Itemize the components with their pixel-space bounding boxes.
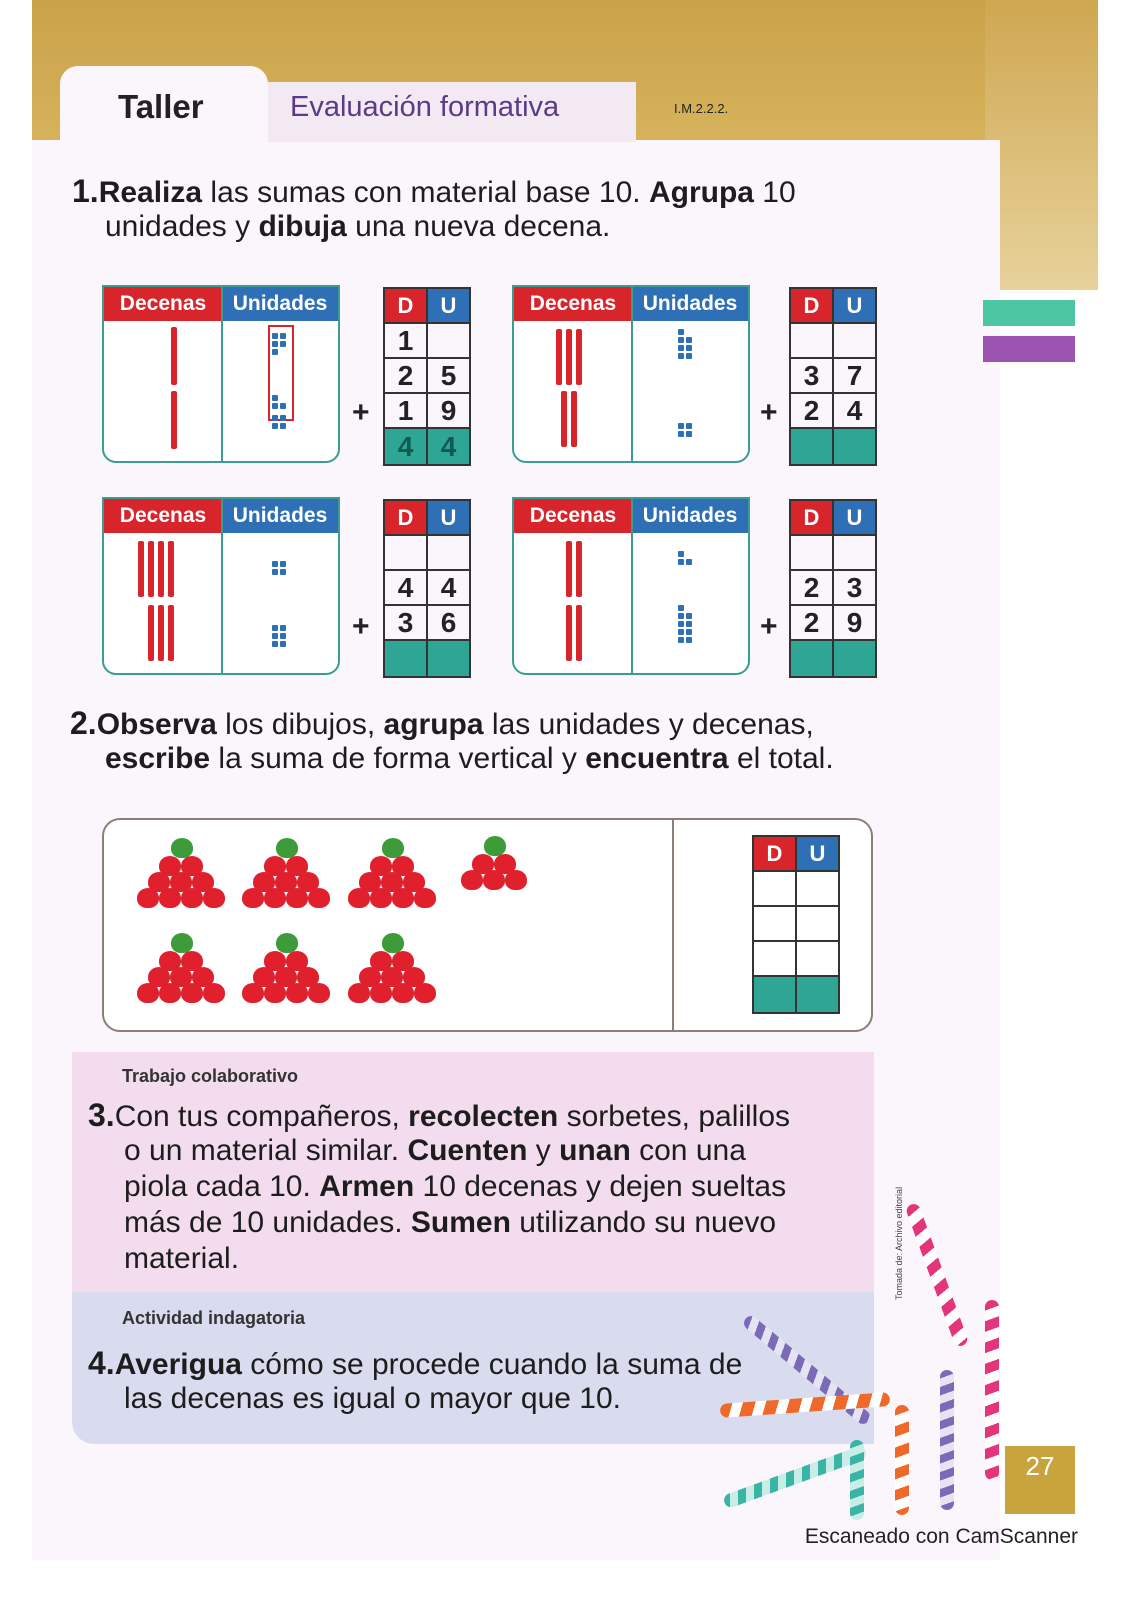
q1-bold-2: Agrupa — [648, 176, 754, 209]
carry-u[interactable] — [834, 324, 875, 357]
abacus-divider — [631, 499, 633, 673]
answer-cell[interactable] — [797, 872, 838, 905]
question-3-number: 3. — [88, 1097, 115, 1133]
apple-red — [137, 983, 159, 1003]
apple-red — [286, 983, 308, 1003]
credit-wrapper — [886, 1172, 904, 1302]
plus-sign: + — [352, 396, 370, 429]
carry-d[interactable] — [385, 536, 428, 569]
abacus-decenas-header: Decenas — [514, 287, 632, 321]
q2-bold-2: agrupa — [383, 708, 484, 741]
plus-sign: + — [760, 610, 778, 643]
q3-bold-3: unan — [559, 1134, 631, 1167]
tab-taller-label: Taller — [118, 88, 204, 125]
apple-red — [308, 888, 330, 908]
apple-green — [276, 838, 298, 858]
abacus-decenas-header: Decenas — [514, 499, 632, 533]
apples-box-divider — [672, 818, 674, 1032]
q1-text-3: unidades y — [105, 210, 259, 243]
d-header: D — [791, 501, 834, 534]
apple-red — [159, 888, 181, 908]
q3-text-4: y — [527, 1134, 560, 1167]
addend-1-d: 2 — [385, 359, 428, 392]
question-4-number: 4. — [88, 1345, 115, 1381]
addend-2-d: 2 — [791, 606, 834, 639]
apple-red — [414, 983, 436, 1003]
addend-2-d: 3 — [385, 606, 428, 639]
straw-pink — [985, 1300, 999, 1480]
question-3-line-5: material. — [124, 1242, 240, 1275]
straw-purple — [940, 1370, 954, 1510]
total-u[interactable] — [834, 429, 875, 464]
carry-d[interactable] — [791, 536, 834, 569]
question-1-number: 1. — [72, 173, 99, 209]
apple-red — [414, 888, 436, 908]
question-3-line-4 — [124, 1204, 776, 1242]
answer-cell[interactable] — [754, 907, 797, 940]
q3-bold-1: recolecten — [408, 1100, 559, 1133]
green-band — [983, 300, 1075, 326]
apple-red — [392, 983, 414, 1003]
question-1-line-2 — [105, 208, 610, 246]
abacus-3 — [102, 497, 340, 675]
curriculum-code: I.M.2.2.2. — [674, 101, 729, 116]
du-table-4 — [789, 499, 877, 678]
total-u[interactable]: 4 — [428, 429, 469, 464]
q1-text-4: una nueva decena. — [346, 210, 611, 243]
d-header: D — [791, 289, 834, 322]
u-header: U — [797, 837, 838, 870]
page-number: 27 — [1005, 1446, 1075, 1514]
abacus-unidades-header: Unidades — [222, 499, 338, 533]
q4-text-1: cómo se procede cuando la suma de — [241, 1348, 743, 1381]
q2-bold-1: Observa — [96, 708, 217, 741]
q1-text-2: 10 — [753, 176, 796, 209]
apple-red — [159, 983, 181, 1003]
q3-text-8: más de 10 unidades. — [124, 1206, 411, 1239]
apple-red — [392, 888, 414, 908]
abacus-4 — [512, 497, 750, 675]
addend-1-u: 3 — [846, 571, 863, 603]
apple-red — [203, 888, 225, 908]
q3-text-1: Con tus compañeros, — [114, 1100, 409, 1133]
apple-green — [382, 838, 404, 858]
question-4-line-2: las decenas es igual o mayor que 10. — [124, 1382, 621, 1415]
tens-rod — [171, 391, 177, 449]
apple-red — [264, 983, 286, 1003]
total-u[interactable] — [428, 641, 469, 676]
q3-text-5: con una — [630, 1134, 746, 1167]
abacus-1 — [102, 285, 340, 463]
apple-green — [484, 836, 506, 856]
question-2-line-1 — [70, 704, 814, 744]
apple-green — [382, 933, 404, 953]
answer-cell[interactable] — [797, 907, 838, 940]
q1-bold-3: dibuja — [258, 210, 347, 243]
apple-red — [370, 983, 392, 1003]
du-table-1 — [383, 287, 471, 466]
q3-text-3: o un material similar. — [124, 1134, 408, 1167]
carry-d: 1 — [385, 324, 428, 357]
straw-teal — [850, 1440, 864, 1520]
q3-text-6: piola cada 10. — [124, 1170, 320, 1203]
u-header: U — [834, 501, 875, 534]
apple-red — [137, 888, 159, 908]
q3-bold-5: Sumen — [410, 1206, 511, 1239]
q2-text-2: las unidades y decenas, — [483, 708, 814, 741]
question-3-line-2 — [124, 1132, 746, 1170]
abacus-unidades-header: Unidades — [632, 499, 748, 533]
addend-1-d: 3 — [791, 359, 834, 392]
apple-red — [203, 983, 225, 1003]
q2-bold-3: escribe — [105, 742, 211, 775]
abacus-decenas-header: Decenas — [104, 287, 222, 321]
abacus-unidades-header: Unidades — [222, 287, 338, 321]
question-2-number: 2. — [70, 705, 97, 741]
question-1-line-1 — [72, 172, 796, 212]
addend-1-u: 4 — [440, 571, 457, 603]
q1-text-1: las sumas con material base 10. — [202, 176, 649, 209]
apple-red — [348, 888, 370, 908]
collaborative-label: Trabajo colaborativo — [122, 1066, 299, 1086]
d-header: D — [385, 501, 428, 534]
scanner-watermark: Escaneado con CamScanner — [804, 1525, 1078, 1548]
carry-u — [428, 324, 469, 357]
abacus-2 — [512, 285, 750, 463]
inquiry-label: Actividad indagatoria — [122, 1308, 306, 1328]
q2-text-3: la suma de forma vertical y — [210, 742, 586, 775]
apple-red — [181, 888, 203, 908]
question-2-line-2 — [105, 740, 834, 778]
addend-2-u: 9 — [846, 606, 863, 638]
question-4-line-1 — [88, 1344, 742, 1384]
apple-red — [242, 888, 264, 908]
q4-bold-1: Averigua — [114, 1348, 242, 1381]
apple-red — [505, 870, 527, 890]
total-u[interactable] — [797, 977, 838, 1012]
du-table-3 — [383, 499, 471, 678]
abacus-unidades-header: Unidades — [632, 287, 748, 321]
abacus-divider — [221, 287, 223, 461]
apple-green — [171, 838, 193, 858]
addend-2-u: 4 — [846, 394, 863, 426]
answer-cell[interactable] — [754, 942, 797, 975]
addend-2-u: 9 — [440, 394, 457, 426]
q3-text-2: sorbetes, palillos — [558, 1100, 791, 1133]
apple-green — [171, 933, 193, 953]
u-header: U — [428, 289, 469, 322]
q3-text-7: 10 decenas y dejen sueltas — [414, 1170, 787, 1203]
q2-bold-4: encuentra — [585, 742, 729, 775]
answer-cell[interactable] — [754, 872, 797, 905]
straw-orange — [895, 1405, 909, 1515]
q1-bold-1: Realiza — [98, 176, 203, 209]
tens-rod — [171, 327, 177, 385]
total-d[interactable] — [791, 641, 834, 676]
apple-red — [483, 870, 505, 890]
q3-bold-4: Armen — [319, 1170, 415, 1203]
u-header: U — [428, 501, 469, 534]
apple-red — [308, 983, 330, 1003]
scan-background-right — [985, 0, 1098, 290]
total-d[interactable]: 4 — [385, 429, 428, 464]
total-d[interactable] — [385, 641, 428, 676]
q3-text-9: utilizando su nuevo — [510, 1206, 777, 1239]
answer-cell[interactable] — [797, 942, 838, 975]
addend-1-u: 7 — [846, 359, 863, 391]
apple-red — [181, 983, 203, 1003]
apple-red — [348, 983, 370, 1003]
carry-d[interactable] — [791, 324, 834, 357]
carry-u[interactable] — [834, 536, 875, 569]
du-table-apples — [752, 835, 840, 1014]
addend-1-d: 2 — [791, 571, 834, 604]
q3-bold-2: Cuenten — [407, 1134, 528, 1167]
abacus-divider — [221, 499, 223, 673]
tab-evaluacion-label: Evaluación formativa — [290, 91, 560, 123]
image-credit: Tomada de: Archivo editorial — [894, 1186, 904, 1300]
du-table-2 — [789, 287, 877, 466]
abacus-decenas-header: Decenas — [104, 499, 222, 533]
total-d[interactable] — [754, 977, 797, 1012]
q2-text-1: los dibujos, — [216, 708, 384, 741]
purple-band — [983, 336, 1075, 362]
addend-1-u: 5 — [440, 359, 457, 391]
apple-red — [264, 888, 286, 908]
total-u[interactable] — [834, 641, 875, 676]
addend-1-d: 4 — [385, 571, 428, 604]
apple-red — [242, 983, 264, 1003]
q2-text-4: el total. — [728, 742, 834, 775]
d-header: D — [385, 289, 428, 322]
plus-sign: + — [760, 396, 778, 429]
d-header: D — [754, 837, 797, 870]
apple-red — [461, 870, 483, 890]
addend-2-d: 1 — [385, 394, 428, 427]
apple-red — [286, 888, 308, 908]
apple-green — [276, 933, 298, 953]
carry-u[interactable] — [428, 536, 469, 569]
question-3-line-3 — [124, 1168, 786, 1206]
abacus-divider — [631, 287, 633, 461]
question-3-line-1 — [88, 1096, 790, 1136]
addend-2-d: 2 — [791, 394, 834, 427]
apple-red — [370, 888, 392, 908]
plus-sign: + — [352, 610, 370, 643]
u-header: U — [834, 289, 875, 322]
total-d[interactable] — [791, 429, 834, 464]
addend-2-u: 6 — [440, 606, 457, 638]
